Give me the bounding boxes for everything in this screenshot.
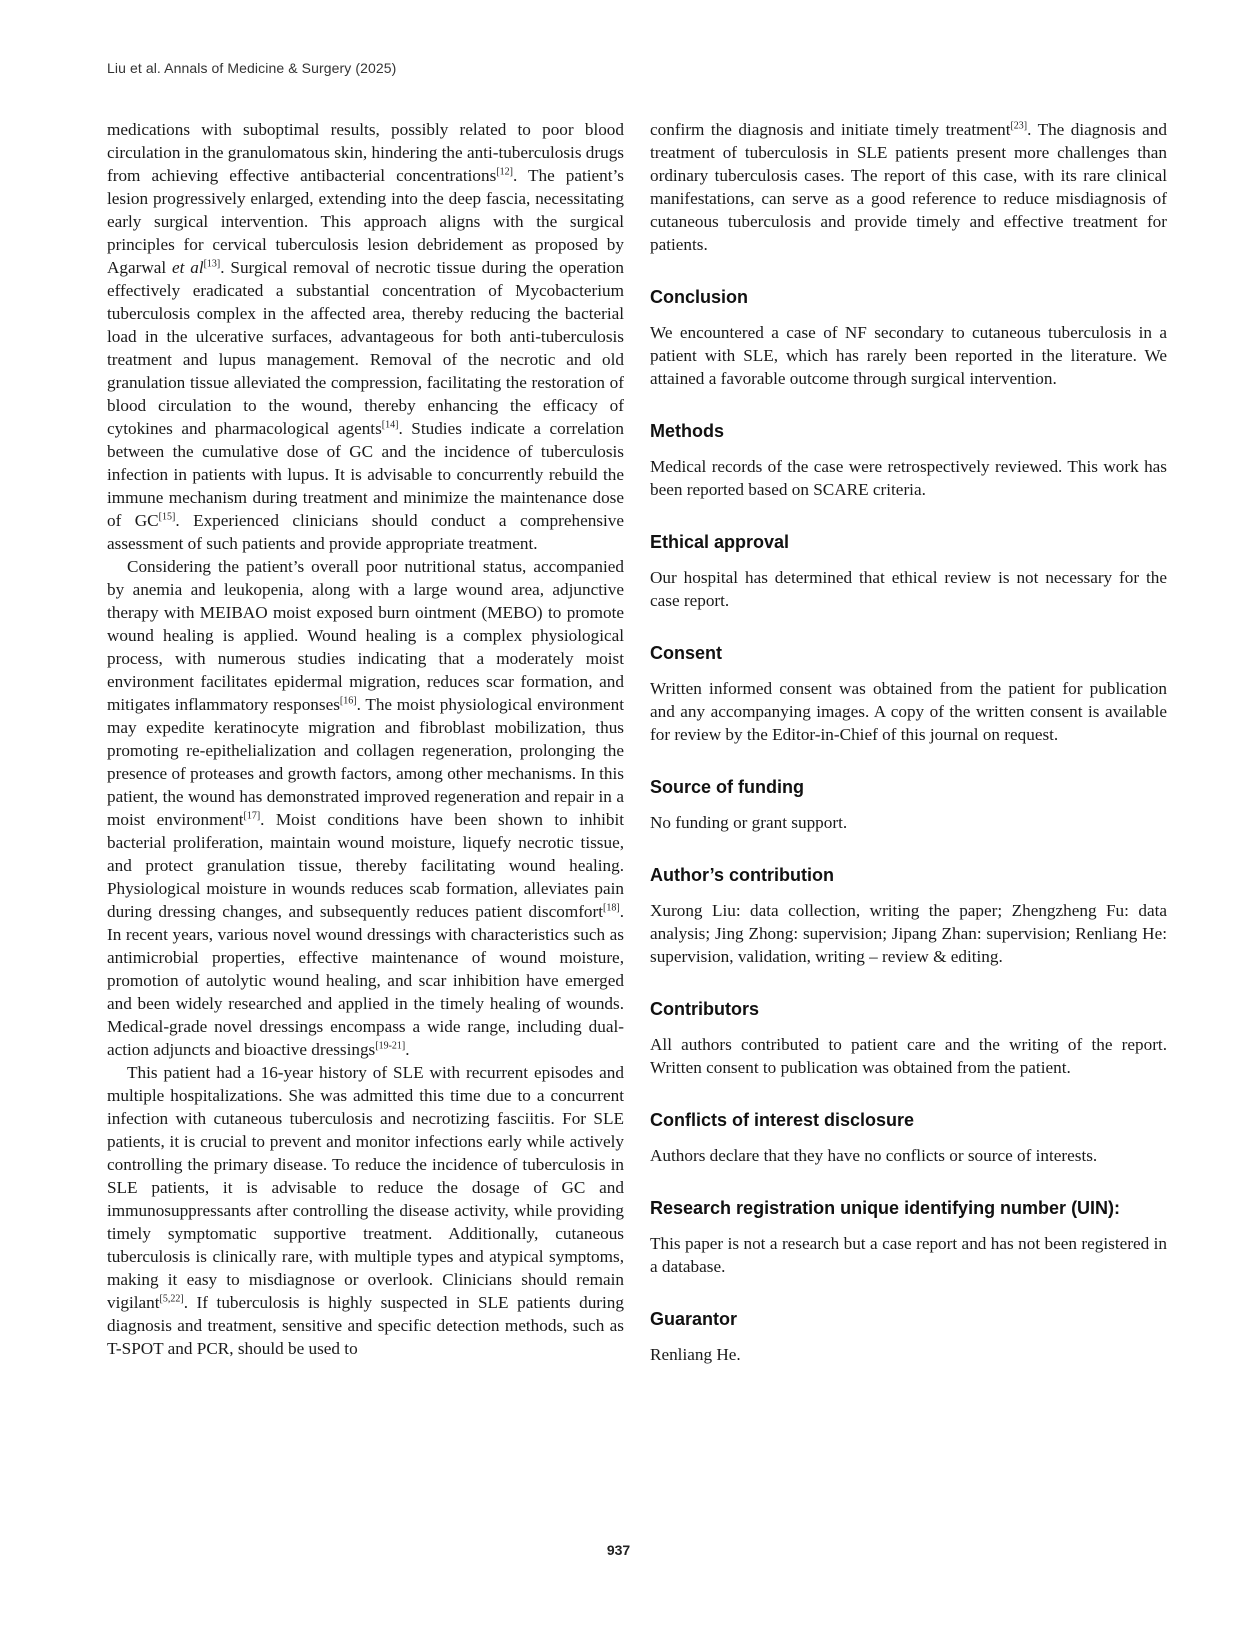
citation-ref[interactable]: [15] [158,511,176,523]
section-ethical-approval [650,531,1167,612]
section-text: Our hospital has determined that ethical review is not necessary for the case report. [650,568,1167,610]
section-text: This paper is not a research but a case report and has not been registered in a database. [650,1234,1167,1276]
section-guarantor [650,1308,1167,1366]
section-heading: Author’s contribution [650,865,834,885]
page-number: 937 [606,1542,631,1558]
discussion-paragraph-1: medications with suboptimal results, possibly related to poor blood circulation in the granulomatous skin, hindering the anti-tuberculosis drugs from achieving effective antibacterial concentrations[12]. The patient’s lesion progressively enlarged, extending into the deep fascia, necessitating early surgical intervention. This approach aligns with the surgical principles for cervical tuberculosis lesion debridement as proposed by Agarwal et al[13]. Surgical removal of necrotic tissue during the operation effectively eradicated a substantial concentration of Mycobacterium tuberculosis complex in the affected area, thereby reducing the bacterial load in the ulcerative surfaces, advantageous for both anti-tuberculosis treatment and lupus management. Removal of the necrotic and old granulation tissue alleviated the compression, facilitating the restoration of blood circulation to the wound, thereby enhancing the efficacy of cytokines and pharmacological agents[14]. Studies indicate a correlation between the cumulative dose of GC and the incidence of tuberculosis infection in patients with lupus. It is advisable to concurrently rebuild the immune mechanism during treatment and minimize the maintenance dose of GC[15]. Experienced clinicians should conduct a comprehensive assessment of such patients and provide appropriate treatment. [107,120,624,553]
citation-ref[interactable]: [19-21] [375,1040,406,1052]
citation-ref[interactable]: [16] [339,695,357,707]
section-source-of-funding [650,776,1167,834]
section-text: We encountered a case of NF secondary to cutaneous tuberculosis in a patient with SLE, which has rarely been reported in the literature. We attained a favorable outcome through surgical intervention. [650,323,1167,388]
running-header: Liu et al. Annals of Medicine & Surgery (2025) [107,60,397,76]
citation-ref[interactable]: [5,22] [159,1293,184,1305]
section-text: Authors declare that they have no conflicts or source of interests. [650,1146,1098,1165]
citation-ref[interactable]: [17] [243,810,261,822]
right-column [650,118,1167,1366]
section-author-contribution [650,864,1167,968]
discussion-continuation: confirm the diagnosis and initiate timely treatment[23]. The diagnosis and treatment of tuberculosis in SLE patients present more challenges than ordinary tuberculosis cases. The report of this case, with its rare clinical manifestations, can serve as a good reference to reduce misdiagnosis of cutaneous tuberculosis and provide timely and effective treatment for patients. [650,120,1167,254]
section-text: Xurong Liu: data collection, writing the paper; Zhengzheng Fu: data analysis; Jing Zhong: supervision; Jipang Zhan: supervision; Renliang He: supervision, validation, writing – review & editing. [650,901,1167,966]
citation-ref[interactable]: [13] [203,258,221,270]
discussion-paragraph-3: This patient had a 16-year history of SLE with recurrent episodes and multiple hospitalizations. She was admitted this time due to a concurrent infection with cutaneous tuberculosis and necrotizing fasciitis. For SLE patients, it is crucial to prevent and monitor infections early while actively controlling the primary disease. To reduce the incidence of tuberculosis in SLE patients, it is advisable to reduce the dosage of GC and immunosuppressants after controlling the disease activity, while providing timely symptomatic supportive treatment. Additionally, cutaneous tuberculosis is clinically rare, with multiple types and atypical symptoms, making it easy to misdiagnose or overlook. Clinicians should remain vigilant[5,22]. If tuberculosis is highly suspected in SLE patients during diagnosis and treatment, sensitive and specific detection methods, such as T-SPOT and PCR, should be used to [107,1063,624,1358]
section-research-registration [650,1197,1167,1278]
section-text: All authors contributed to patient care and the writing of the report. Written consent to publication was obtained from the patient. [650,1035,1167,1077]
citation-ref[interactable]: [23] [1010,120,1028,132]
section-heading: Conflicts of interest disclosure [650,1110,915,1130]
section-text: Renliang He. [650,1345,741,1364]
section-heading: Ethical approval [650,532,790,552]
section-text: Medical records of the case were retrospectively reviewed. This work has been reported based on SCARE criteria. [650,457,1167,499]
section-conflicts-of-interest [650,1109,1167,1167]
citation-ref[interactable]: [18] [603,902,620,914]
citation-ref[interactable]: [12] [496,166,513,178]
section-contributors [650,998,1167,1079]
section-text: No funding or grant support. [650,813,848,832]
section-heading: Methods [650,421,724,441]
section-conclusion [650,286,1167,390]
section-heading: Research registration unique identifying number (UIN): [650,1198,1121,1218]
section-text: Written informed consent was obtained from the patient for publication and any accompanying images. A copy of the written consent is available for review by the Editor-in-Chief of this journal on request. [650,679,1167,744]
section-consent [650,642,1167,746]
section-heading: Contributors [650,999,759,1019]
section-methods [650,420,1167,501]
section-heading: Guarantor [650,1309,738,1329]
section-heading: Source of funding [650,777,804,797]
left-column [107,118,624,1360]
section-heading: Conclusion [650,287,748,307]
section-heading: Consent [650,643,722,663]
discussion-paragraph-2: Considering the patient’s overall poor nutritional status, accompanied by anemia and leukopenia, along with a large wound area, adjunctive therapy with MEIBAO moist exposed burn ointment (MEBO) to promote wound healing is applied. Wound healing is a complex physiological process, with numerous studies indicating that a moderately moist environment facilitates epidermal migration, reduces scar formation, and mitigates inflammatory responses[16]. The moist physiological environment may expedite keratinocyte migration and fibroblast mobilization, thus promoting re-epithelialization and collagen regeneration, prolonging the presence of proteases and growth factors, among other mechanisms. In this patient, the wound has demonstrated improved regeneration and repair in a moist environment[17]. Moist conditions have been shown to inhibit bacterial proliferation, maintain wound moisture, liquefy necrotic tissue, and protect granulation tissue, thereby facilitating wound healing. Physiological moisture in wounds reduces scab formation, alleviates pain during dressing changes, and subsequently reduces patient discomfort[18]. In recent years, various novel wound dressings with characteristics such as antimicrobial properties, effective maintenance of wound moisture, promotion of autolytic wound healing, and scar inhibition have emerged and been widely researched and applied in the timely healing of wounds. Medical-grade novel dressings encompass a wide range, including dual-action adjuncts and bioactive dressings[19-21]. [107,557,624,1059]
citation-ref[interactable]: [14] [381,419,399,431]
